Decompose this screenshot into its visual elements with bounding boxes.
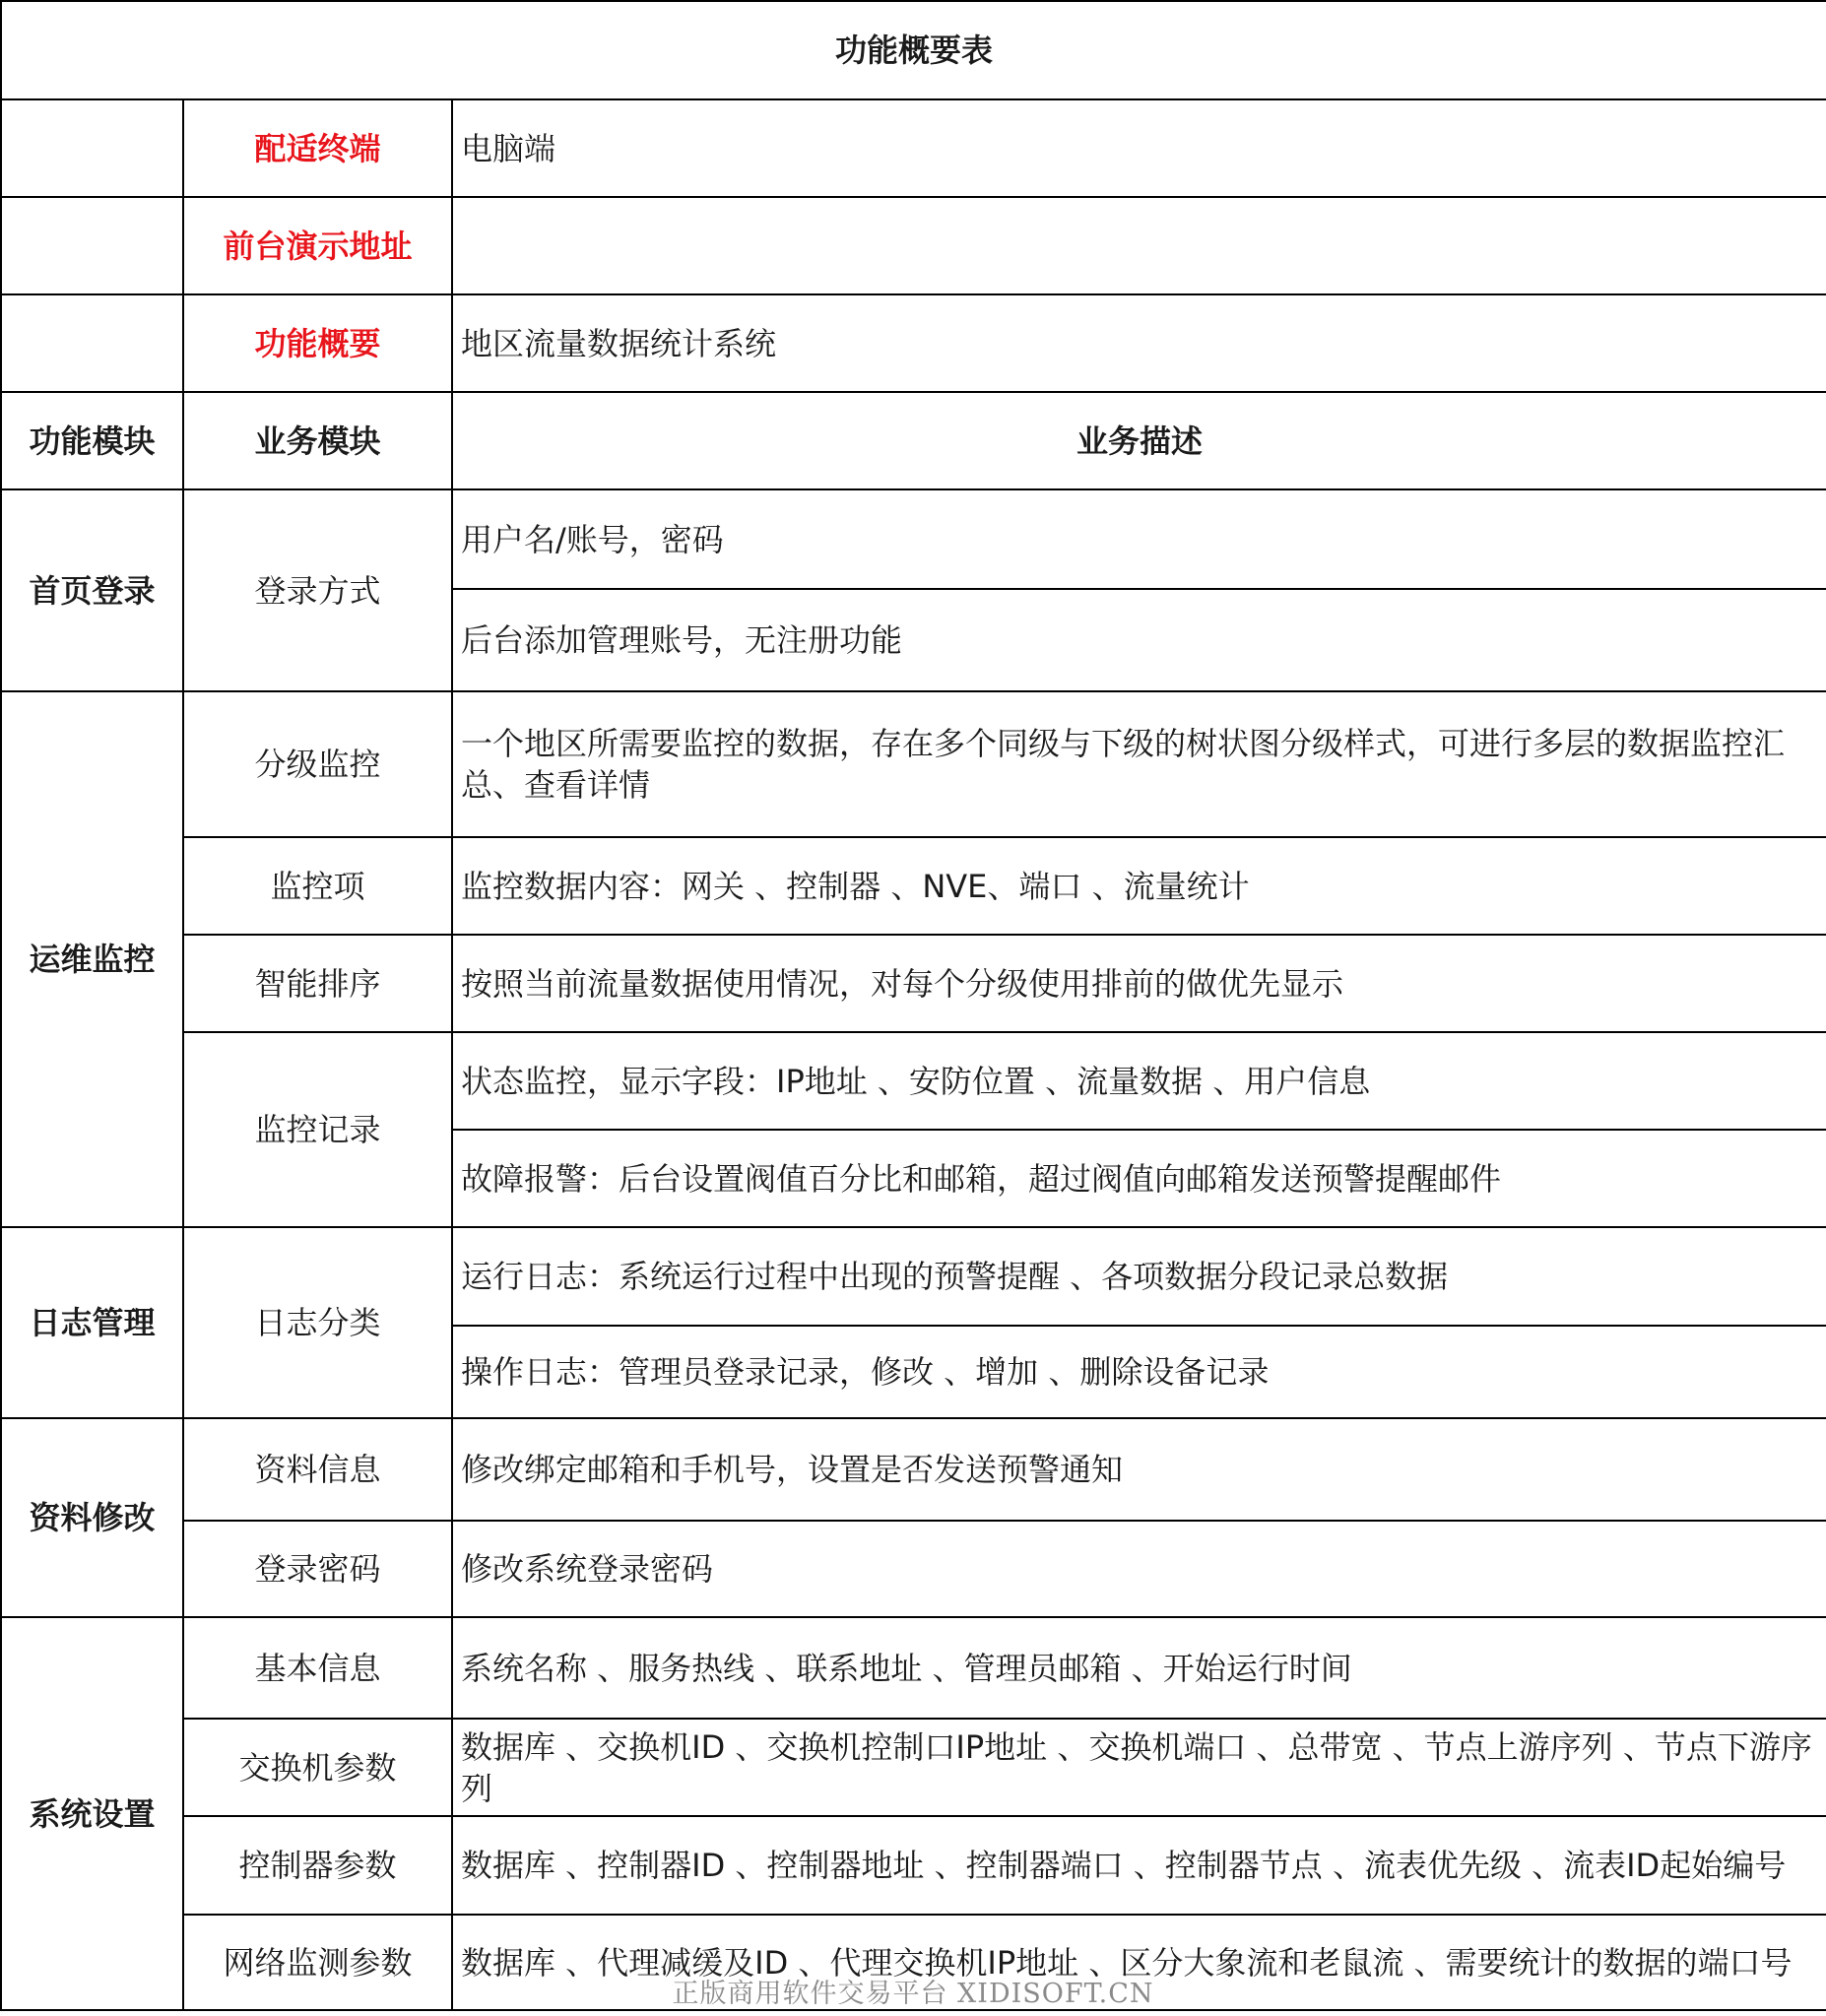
business-description-cell: 后台添加管理账号，无注册功能 [452,589,1826,691]
table-row [1,691,1826,837]
business-module-cell: 日志分类 [183,1227,452,1418]
title-row [1,1,1826,99]
function-module-cell: 运维监控 [1,691,183,1227]
business-description-cell: 运行日志：系统运行过程中出现的预警提醒 、各项数据分段记录总数据 [452,1227,1826,1326]
header-module: 功能模块 [1,392,183,489]
business-description-cell: 监控数据内容：网关 、控制器 、NVE、端口 、流量统计 [452,837,1826,935]
business-description-cell: 一个地区所需要监控的数据，存在多个同级与下级的树状图分级样式，可进行多层的数据监控汇总、查看详情 [452,691,1826,837]
table-row [1,935,1826,1032]
summary-row [1,294,1826,392]
terminal-value: 电脑端 [452,99,1826,197]
business-description-cell: 系统名称 、服务热线 、联系地址 、管理员邮箱 、开始运行时间 [452,1617,1826,1719]
terminal-label: 配适终端 [183,99,452,197]
business-module-cell: 资料信息 [183,1418,452,1521]
summary-label: 功能概要 [183,294,452,392]
demo-address-label: 前台演示地址 [183,197,452,294]
business-module-cell: 交换机参数 [183,1719,452,1816]
business-description-cell: 修改绑定邮箱和手机号，设置是否发送预警通知 [452,1418,1826,1521]
table-row [1,837,1826,935]
table-row [1,1719,1826,1816]
business-description-cell: 修改系统登录密码 [452,1521,1826,1617]
business-description-cell: 用户名/账号，密码 [452,489,1826,589]
table-row [1,1032,1826,1130]
business-module-cell: 分级监控 [183,691,452,837]
empty-cell [1,99,183,197]
table-row [1,1816,1826,1915]
business-description-cell: 数据库 、交换机ID 、交换机控制口IP地址 、交换机端口 、总带宽 、节点上游序列 、节点下游序列 [452,1719,1826,1816]
function-module-cell: 资料修改 [1,1418,183,1617]
demo-row [1,197,1826,294]
business-module-cell: 登录方式 [183,489,452,691]
business-description-cell: 数据库 、代理减缓及ID 、代理交换机IP地址 、区分大象流和老鼠流 、需要统计的数据的端口号 [452,1915,1826,2010]
business-description-cell: 状态监控，显示字段：IP地址 、安防位置 、流量数据 、用户信息 [452,1032,1826,1130]
business-module-cell: 网络监测参数 [183,1915,452,2010]
business-description-cell: 数据库 、控制器ID 、控制器地址 、控制器端口 、控制器节点 、流表优先级 、流表ID起始编号 [452,1816,1826,1915]
table-row [1,1418,1826,1521]
demo-address-value [452,197,1826,294]
terminal-row [1,99,1826,197]
function-module-cell: 系统设置 [1,1617,183,2010]
function-module-cell: 首页登录 [1,489,183,691]
header-description: 业务描述 [452,392,1826,489]
business-module-cell: 基本信息 [183,1617,452,1719]
table-row [1,1521,1826,1617]
function-module-cell: 日志管理 [1,1227,183,1418]
watermark: 正版商用软件交易平台 XIDISOFT.CN [672,1979,1154,2009]
business-module-cell: 控制器参数 [183,1816,452,1915]
table-row [1,1617,1826,1719]
business-description-cell: 故障报警：后台设置阀值百分比和邮箱，超过阀值向邮箱发送预警提醒邮件 [452,1130,1826,1227]
business-module-cell: 监控项 [183,837,452,935]
header-row [1,392,1826,489]
table-title: 功能概要表 [1,1,1826,99]
business-description-cell: 按照当前流量数据使用情况，对每个分级使用排前的做优先显示 [452,935,1826,1032]
business-module-cell: 智能排序 [183,935,452,1032]
business-module-cell: 监控记录 [183,1032,452,1227]
business-module-cell: 登录密码 [183,1521,452,1617]
table-row [1,489,1826,589]
business-description-cell: 操作日志：管理员登录记录，修改 、增加 、删除设备记录 [452,1326,1826,1418]
table-row [1,1227,1826,1326]
header-business: 业务模块 [183,392,452,489]
empty-cell [1,294,183,392]
empty-cell [1,197,183,294]
summary-value: 地区流量数据统计系统 [452,294,1826,392]
